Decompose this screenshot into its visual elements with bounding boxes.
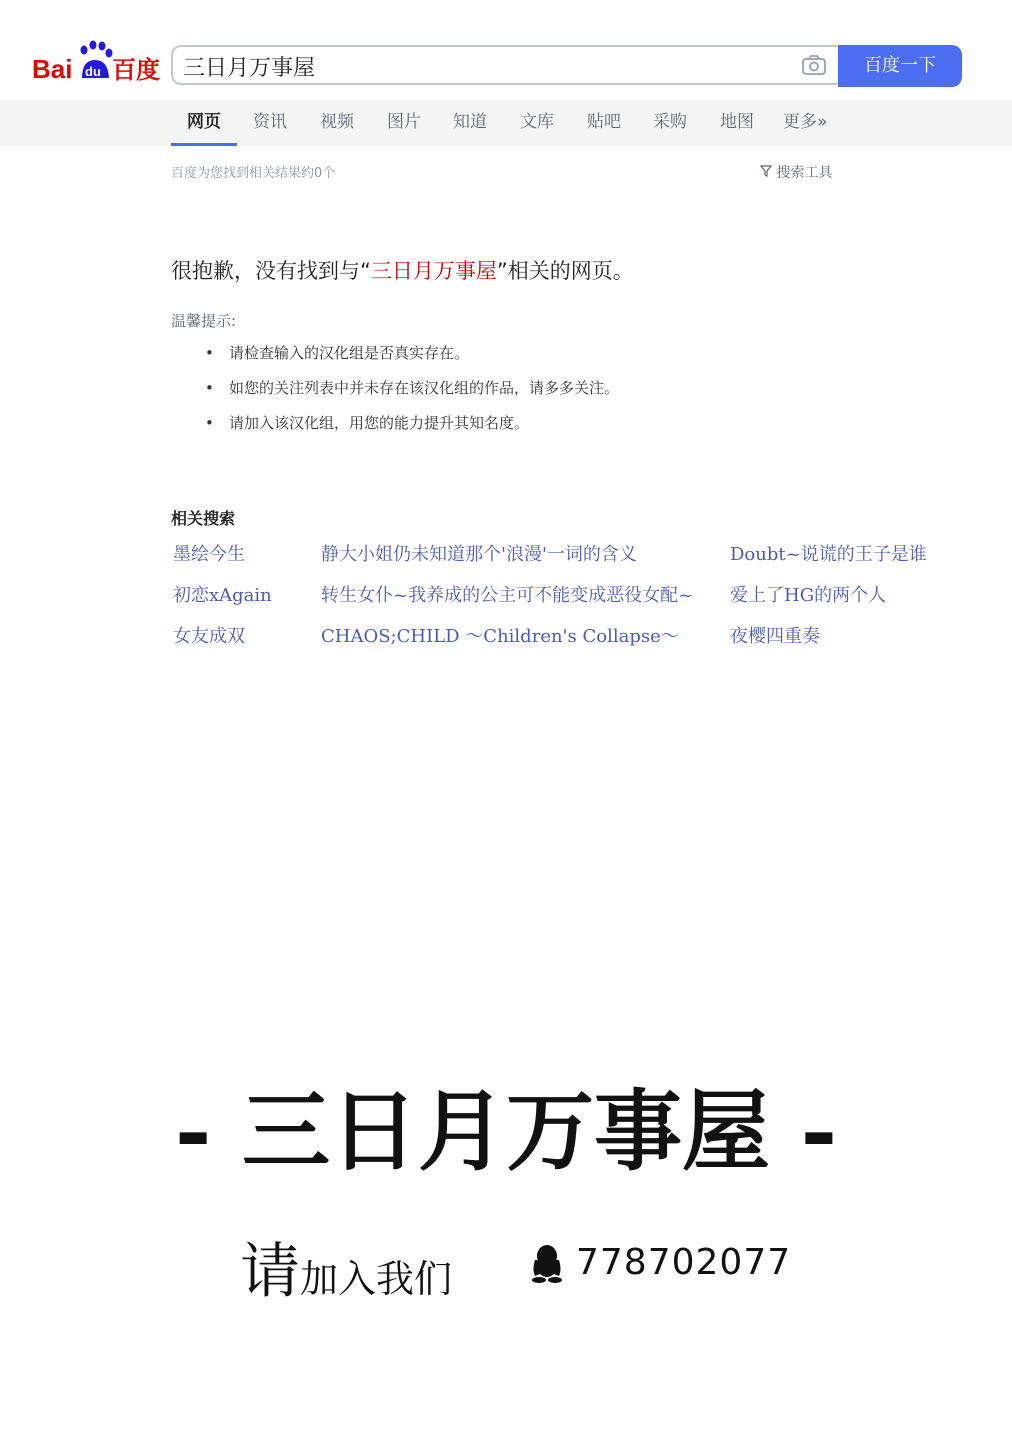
tab-web[interactable]: 网页 (187, 100, 221, 146)
tab-bar (0, 100, 1012, 146)
related-link[interactable]: Doubt~说谎的王子是谁 (730, 544, 927, 565)
qq-number: 778702077 (576, 1242, 792, 1283)
logo-latin: Bai (32, 54, 73, 84)
join-big-char: 请 (240, 1237, 300, 1307)
related-link[interactable]: 墨绘今生 (173, 544, 245, 565)
result-count: 百度为您找到相关结果约0个 (171, 166, 336, 181)
no-result-prefix: 很抱歉，没有找到与“ (171, 259, 371, 283)
tips-title: 温馨提示: (171, 312, 237, 330)
search-tools-button[interactable] (760, 162, 832, 182)
group-title: - 三日月万事屋 - (174, 1079, 838, 1183)
tab-purchase[interactable]: 采购 (653, 112, 687, 132)
related-link[interactable]: 爱上了HG的两个人 (730, 585, 887, 606)
tab-zhidao[interactable]: 知道 (453, 112, 487, 132)
related-link[interactable]: 初恋xAgain (173, 585, 272, 606)
tab-news[interactable]: 资讯 (253, 112, 287, 132)
join-us-text (240, 1224, 452, 1310)
related-link[interactable]: CHAOS;CHILD ～Children's Collapse～ (321, 626, 679, 647)
qq-penguin-icon (530, 1244, 564, 1284)
related-link[interactable]: 女友成双 (173, 626, 245, 647)
related-link[interactable]: 夜樱四重奏 (730, 626, 820, 647)
related-link[interactable]: 静大小姐仍未知道那个'浪漫'一词的含义 (321, 544, 637, 565)
baidu-logo[interactable] (32, 40, 162, 84)
no-result-suffix: ”相关的网页。 (496, 259, 634, 283)
camera-icon[interactable] (801, 53, 827, 77)
search-button[interactable]: 百度一下 (838, 45, 962, 87)
tab-map[interactable]: 地图 (720, 112, 754, 132)
tab-tieba[interactable]: 贴吧 (587, 112, 621, 132)
related-searches-title: 相关搜索 (171, 509, 236, 528)
tab-more[interactable]: 更多» (783, 112, 828, 132)
no-result-message (171, 255, 634, 285)
related-link[interactable]: 转生女仆~我养成的公主可不能变成恶役女配~ (321, 585, 694, 606)
join-rest: 加入我们 (300, 1257, 453, 1301)
tip-item: • 如您的关注列表中并未存在该汉化组的作品，请多多关注。 (205, 377, 619, 412)
logo-cn: 百度 (112, 56, 160, 84)
search-input[interactable] (181, 47, 785, 85)
no-result-keyword: 三日月万事屋 (370, 259, 497, 283)
filter-icon (760, 165, 776, 181)
tips-list (205, 342, 619, 447)
tab-images[interactable]: 图片 (387, 112, 421, 132)
logo-du: du (85, 64, 101, 79)
search-tools-label: 搜索工具 (776, 165, 833, 181)
tip-item: • 请加入该汉化组，用您的能力提升其知名度。 (205, 412, 619, 447)
tab-video[interactable]: 视频 (320, 112, 354, 132)
search-box (171, 45, 837, 85)
tab-wenku[interactable]: 文库 (520, 112, 554, 132)
tip-item: • 请检查输入的汉化组是否真实存在。 (205, 342, 619, 377)
